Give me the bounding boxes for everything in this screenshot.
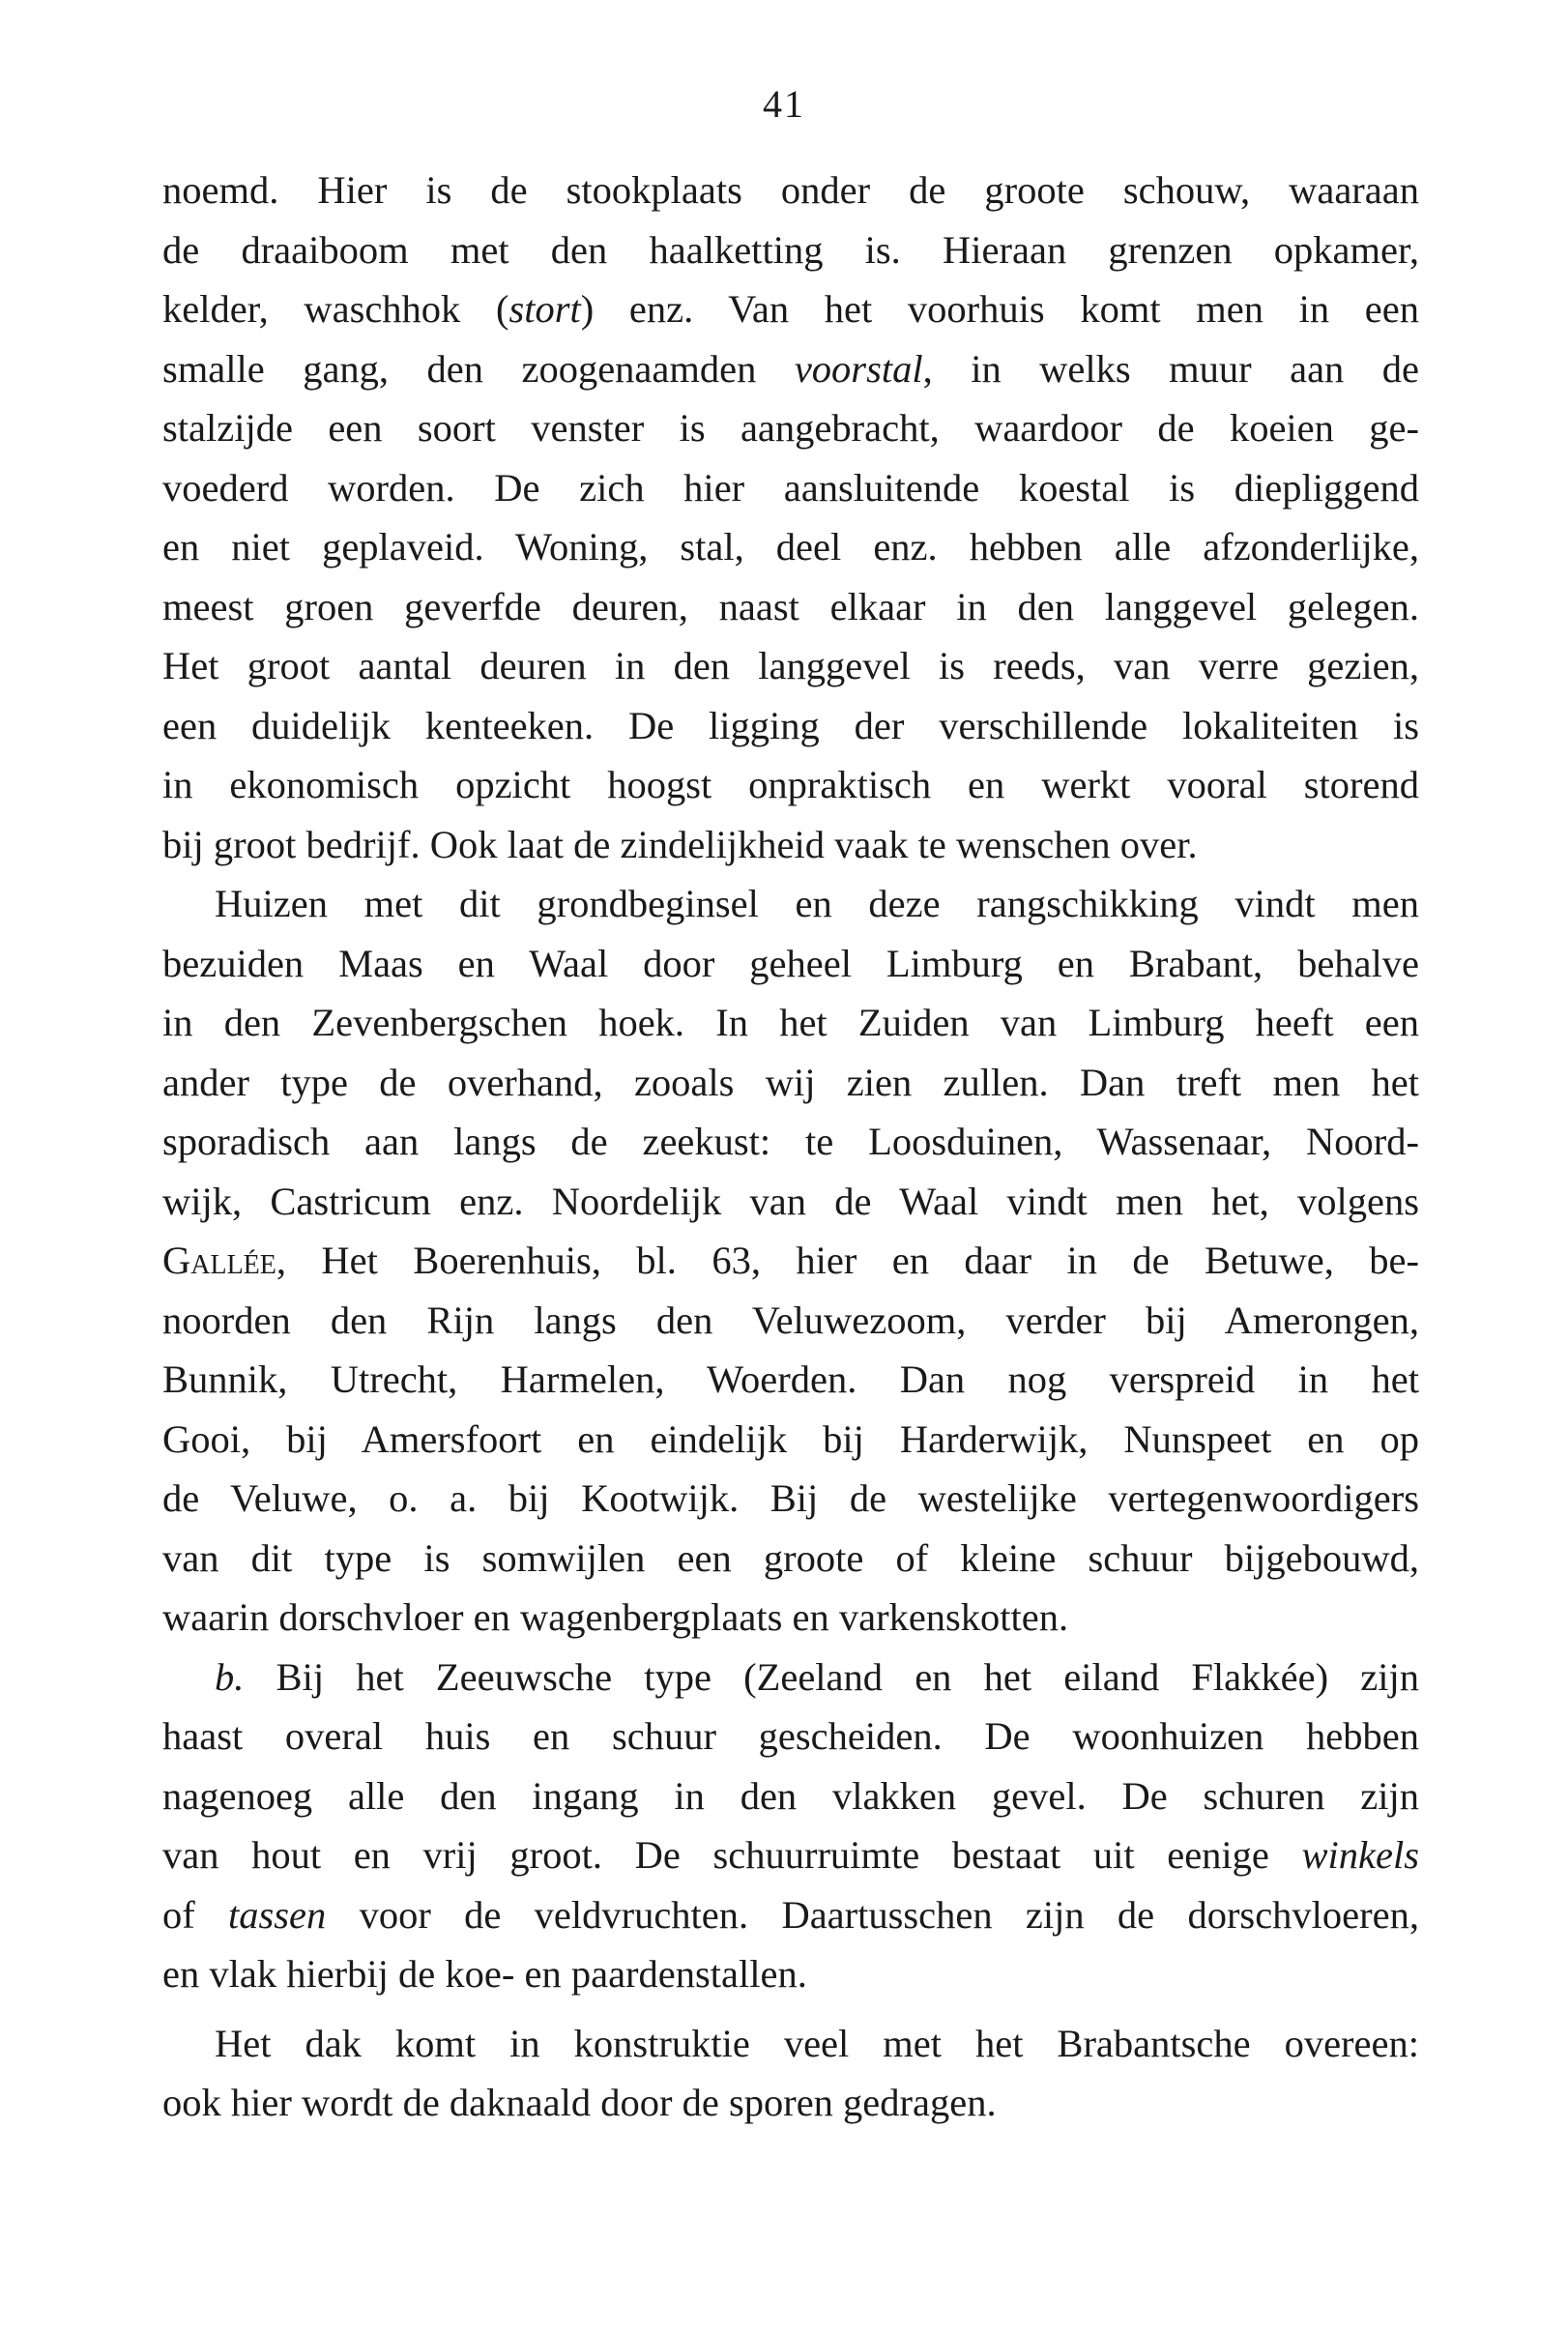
text-line: ook hier wordt de daknaald door de sporen gedragen.: [162, 2081, 997, 2124]
italic-term: voorstal: [794, 346, 923, 391]
text-line: en vlak hierbij de koe- en paardenstallen.: [162, 1952, 807, 1996]
text-line: ander type de overhand, zooals wij zien zullen. Dan treft men het: [162, 1060, 1419, 1104]
text-line: wijk, Castricum enz. Noordelijk van de Waal vindt men het, volgens: [162, 1179, 1419, 1223]
page-number: 41: [763, 82, 805, 126]
text-line: Het dak komt in konstruktie veel met het Brabantsche overeen:: [215, 2021, 1419, 2065]
text-line: Gooi, bij Amersfoort en eindelijk bij Harderwijk, Nunspeet en op: [162, 1416, 1419, 1461]
text-line: bij groot bedrijf. Ook laat de zindelijkheid vaak te wenschen over.: [162, 822, 1198, 866]
section-letter: b.: [215, 1654, 245, 1699]
text-line: sporadisch aan langs de zeekust: te Loosduinen, Wassenaar, Noord-: [162, 1120, 1419, 1163]
text-line: of tassen voor de veldvruchten. Daartusschen zijn de dorschvloeren,: [162, 1892, 1419, 1937]
text-line: smalle gang, den zoogenaamden voorstal, in welks muur aan de: [162, 346, 1419, 391]
text-line: Het groot aantal deuren in den langgevel is reeds, van verre gezien,: [162, 644, 1419, 687]
text-line: voederd worden. De zich hier aansluitende koestal is diepliggend: [162, 465, 1419, 510]
text-line: de Veluwe, o. a. bij Kootwijk. Bij de westelijke vertegenwoordigers: [162, 1476, 1419, 1520]
text-line: een duidelijk kenteeken. De ligging der verschillende lokaliteiten is: [162, 703, 1419, 747]
text-line: bezuiden Maas en Waal door geheel Limburg en Brabant, behalve: [162, 941, 1419, 985]
text-line: nagenoeg alle den ingang in den vlakken gevel. De schuren zijn: [162, 1773, 1419, 1818]
text-line: van dit type is somwijlen een groote of kleine schuur bijgebouwd,: [162, 1535, 1419, 1580]
text-line: stalzijde een soort venster is aangebracht, waardoor de koeien ge-: [162, 406, 1419, 450]
text-line: meest groen geverfde deuren, naast elkaar in den langgevel gelegen.: [162, 584, 1419, 628]
text-line: Gallée, Het Boerenhuis, bl. 63, hier en daar in de Betuwe, be-: [162, 1239, 1419, 1282]
text-line: b. Bij het Zeeuwsche type (Zeeland en het eiland Flakkée) zijn: [215, 1654, 1419, 1699]
text-line: Bunnik, Utrecht, Harmelen, Woerden. Dan nog verspreid in het: [162, 1357, 1419, 1401]
text-line: de draaiboom met den haalketting is. Hieraan grenzen opkamer,: [162, 227, 1419, 272]
text-line: in ekonomisch opzicht hoogst onpraktisch en werkt vooral storend: [162, 763, 1419, 806]
text-line: waarin dorschvloer en wagenbergplaats en varkenskotten.: [162, 1595, 1069, 1639]
italic-term: stort: [508, 287, 581, 331]
author-name: Gallée: [162, 1239, 276, 1282]
text-line: en niet geplaveid. Woning, stal, deel enz. hebben alle afzonderlijke,: [162, 525, 1419, 569]
text-line: noemd. Hier is de stookplaats onder de groote schouw, waaraan: [162, 168, 1419, 212]
italic-term: winkels: [1301, 1833, 1419, 1877]
italic-term: tassen: [228, 1892, 327, 1937]
text-line: noorden den Rijn langs den Veluwezoom, verder bij Amerongen,: [162, 1298, 1419, 1342]
body-text: [162, 160, 1419, 2133]
text-line: kelder, waschhok (stort) enz. Van het voorhuis komt men in een: [162, 287, 1419, 331]
text-line: Huizen met dit grondbeginsel en deze rangschikking vindt men: [215, 882, 1419, 925]
text-line: haast overal huis en schuur gescheiden. De woonhuizen hebben: [162, 1714, 1419, 1758]
text-line: van hout en vrij groot. De schuurruimte bestaat uit eenige winkels: [162, 1833, 1419, 1877]
text-line: in den Zevenbergschen hoek. In het Zuiden van Limburg heeft een: [162, 1001, 1419, 1044]
